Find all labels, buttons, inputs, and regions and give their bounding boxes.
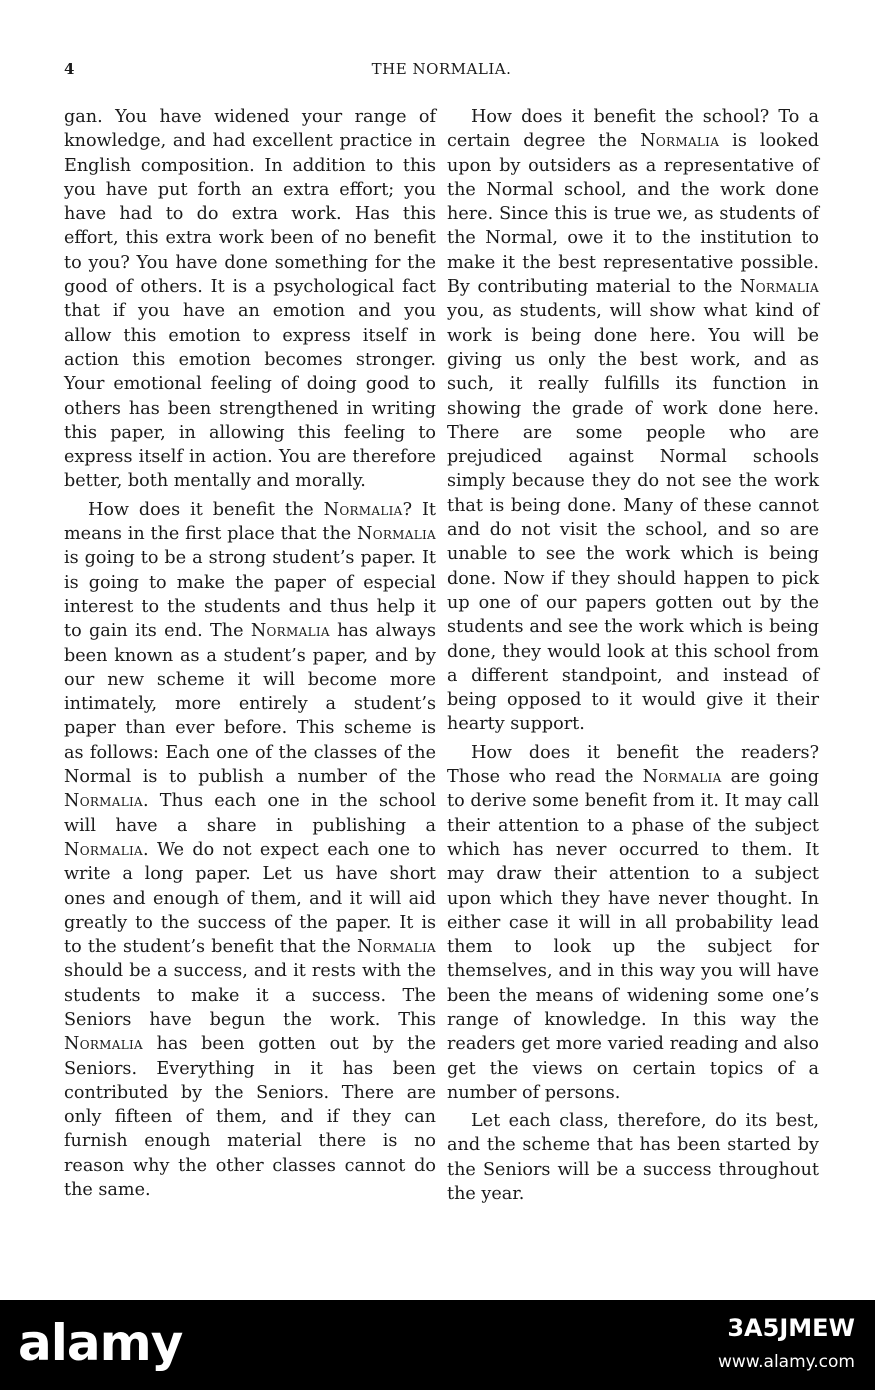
left-column: [64, 105, 436, 1275]
publication-name: Normalia: [323, 499, 403, 520]
text-columns: [64, 105, 819, 1275]
publication-name: Normalia: [740, 277, 819, 298]
text-run: has been gotten out by the Seniors. Everything in it has been contributed by the Seniors. There are only fifteen of them, and if they can furnish enough material there is no reason why the other classes cannot do the same.: [64, 1034, 436, 1201]
paragraph: [64, 105, 436, 494]
publication-name: Normalia: [640, 131, 720, 152]
paragraph: [447, 741, 819, 1105]
text-run: ? It means in the first place that the: [64, 499, 436, 545]
text-run: . Thus each one in the school will have a share in publishing a: [64, 791, 436, 836]
text-run: Let each class, therefore, do its best, and the scheme that has been started by the Seniors will be a success throughout the year.: [447, 1111, 819, 1205]
publication-name: Normalia: [64, 791, 143, 812]
text-run: should be a success, and it rests with the students to make it a success. The Seniors have begun the work. This: [64, 961, 436, 1030]
page-header: [64, 60, 819, 84]
text-run: are going to derive some benefit from it. It may call their attention to a phase of the subject which has never occurred to them. It may draw their attention to a subject upon which they have never thought. In either case it will in all probability lead them to look up the subject for themselves, and in this way you will have been the means of widening some one’s range of knowledge. In this way the readers get more varied reading and also get the views on certain topics of a number of persons.: [447, 767, 819, 1103]
text-run: How does it benefit the readers? Those who read the: [447, 742, 819, 788]
text-run: . We do not expect each one to write a long paper. Let us have short ones and enough of them, and it will aid greatly to the success of the paper. It is to the student’s benefit that the: [64, 839, 436, 958]
publication-name: Normalia: [250, 621, 330, 642]
page-number: 4: [64, 60, 75, 78]
right-column: [447, 105, 819, 1275]
text-run: is going to be a strong student’s paper. It is going to make the paper of especial interest to the students and thus help it to gain its end. The: [64, 548, 436, 642]
publication-name: Normalia: [642, 767, 722, 788]
publication-name: Normalia: [64, 1034, 143, 1055]
text-run: you, as students, will show what kind of work is being done here. You will be giving us only the best work, and as such, it really fulfills its function in showing the grade of work done here. There are some people who are prejudiced against Normal schools simply because they do not see the work that is being done. Many of these cannot and do not visit the school, and so are unable to see the work which is being done. Now if they should happen to pick up one of our papers gotten out by the students and see the work which is being done, they would look at this school from a different standpoint, and instead of being opposed to it would give it their hearty support.: [447, 301, 819, 735]
text-run: is looked upon by outsiders as a representative of the Normal school, and the work done here. Since this is true we, as students of the Normal, owe it to the institution to make it the best representative possible. By contributing material to the: [447, 131, 819, 298]
text-run: has always been known as a student’s paper, and by our new scheme it will become more intimately, more entirely a student’s paper than ever before. This scheme is as follows: Each one of the classes of the Normal is to publish a number of the: [64, 621, 436, 788]
image-id: 3A5JMEW: [727, 1314, 855, 1342]
publication-name: Normalia: [357, 937, 436, 958]
running-title: THE NORMALIA.: [371, 60, 512, 78]
alamy-logo[interactable]: alamy: [18, 1314, 183, 1372]
text-run: How does it benefit the: [88, 499, 324, 520]
paragraph: [447, 1109, 819, 1206]
paragraph: [447, 105, 819, 737]
publication-name: Normalia: [64, 839, 143, 860]
text-run: How does it benefit the school? To a certain degree the: [447, 107, 819, 152]
watermark-banner: [0, 1300, 875, 1390]
publication-name: Normalia: [357, 524, 436, 545]
text-run: gan. You have widened your range of knowledge, and had excellent practice in English composition. In addition to this you have put forth an extra effort; you have had to do extra work. Has this effort, this extra work been of no benefit to you? You have done something for the good of others. It is a psychological fact that if you have an emotion and you allow this emotion to express itself in action this emotion becomes stronger. Your emotional feeling of doing good to others has been strengthened in writing this paper, in allowing this feeling to express itself in action. You are therefore better, both mentally and morally.: [64, 107, 436, 492]
site-url[interactable]: www.alamy.com: [717, 1352, 855, 1372]
paragraph: [64, 498, 436, 1203]
